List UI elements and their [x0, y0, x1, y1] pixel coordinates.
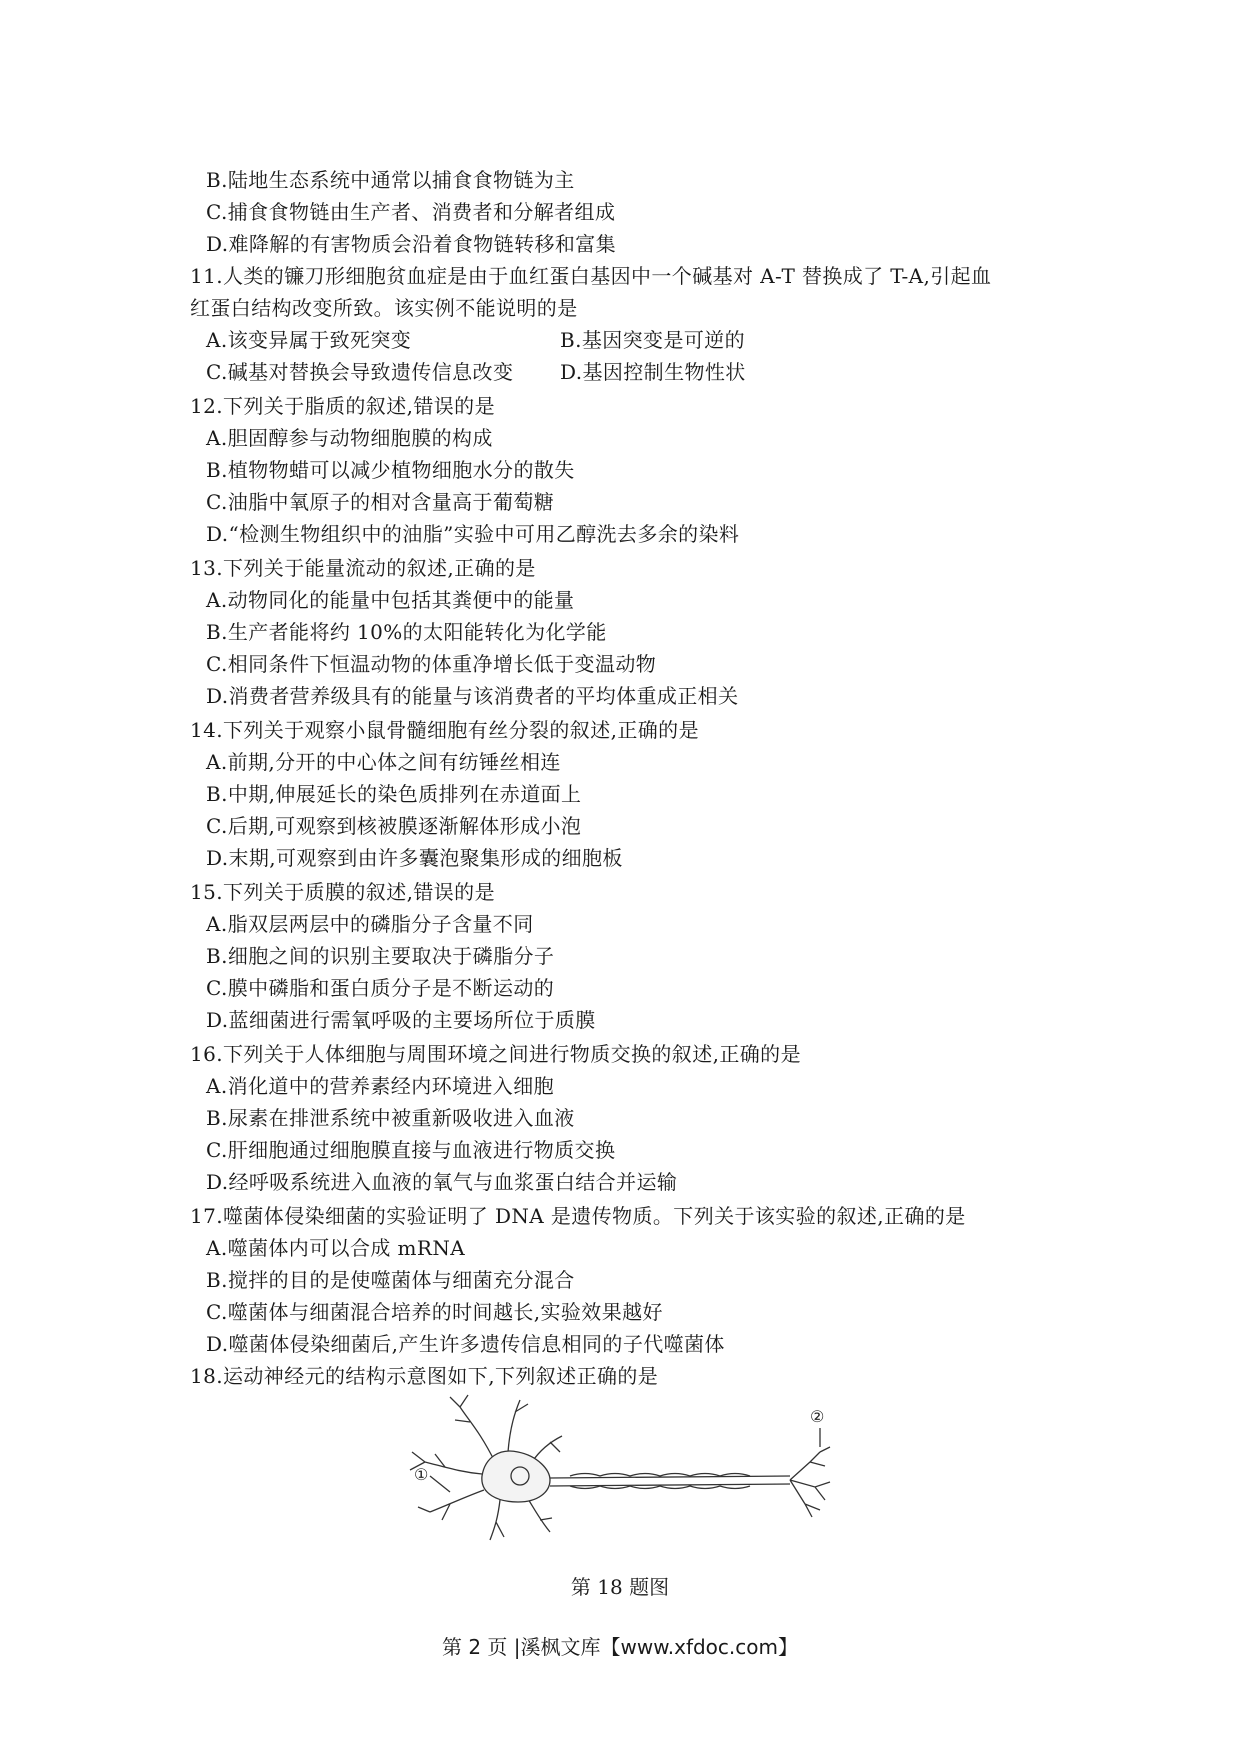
q10-option-b: B.陆地生态系统中通常以捕食食物链为主 — [206, 168, 575, 192]
axon-lower — [550, 1484, 790, 1486]
dendrite — [490, 1500, 504, 1540]
q11-option-b: B.基因突变是可逆的 — [560, 328, 746, 352]
dendrite — [532, 1436, 562, 1462]
axon-upper — [550, 1476, 790, 1478]
q12-option-b: B.植物物蜡可以减少植物细胞水分的散失 — [206, 458, 575, 482]
q10-option-d: D.难降解的有害物质会沿着食物链转移和富集 — [206, 232, 617, 256]
q12-stem: 12.下列关于脂质的叙述,错误的是 — [190, 394, 495, 418]
q14-option-b: B.中期,伸展延长的染色质排列在赤道面上 — [206, 782, 582, 806]
neuron-diagram — [400, 1392, 840, 1542]
q16-stem: 16.下列关于人体细胞与周围环境之间进行物质交换的叙述,正确的是 — [190, 1042, 801, 1066]
label1-leader — [430, 1476, 450, 1492]
q15-stem: 15.下列关于质膜的叙述,错误的是 — [190, 880, 495, 904]
q12-option-c: C.油脂中氧原子的相对含量高于葡萄糖 — [206, 490, 555, 514]
q16-option-d: D.经呼吸系统进入血液的氧气与血浆蛋白结合并运输 — [206, 1170, 678, 1194]
q14-stem: 14.下列关于观察小鼠骨髓细胞有丝分裂的叙述,正确的是 — [190, 718, 699, 742]
figure-caption: 第 18 题图 — [570, 1575, 670, 1599]
q13-option-d: D.消费者营养级具有的能量与该消费者的平均体重成正相关 — [206, 684, 739, 708]
q17-option-d: D.噬菌体侵染细菌后,产生许多遗传信息相同的子代噬菌体 — [206, 1332, 725, 1356]
q16-option-b: B.尿素在排泄系统中被重新吸收进入血液 — [206, 1106, 575, 1130]
label-1: ① — [414, 1465, 429, 1484]
myelin-sheath — [570, 1474, 750, 1489]
q15-option-c: C.膜中磷脂和蛋白质分子是不断运动的 — [206, 976, 555, 1000]
q14-option-a: A.前期,分开的中心体之间有纺锤丝相连 — [206, 750, 561, 774]
q15-option-b: B.细胞之间的识别主要取决于磷脂分子 — [206, 944, 555, 968]
q15-option-a: A.脂双层两层中的磷脂分子含量不同 — [206, 912, 534, 936]
cell-body — [482, 1451, 550, 1502]
q14-option-d: D.末期,可观察到由许多囊泡聚集形成的细胞板 — [206, 846, 623, 870]
q10-option-c: C.捕食食物链由生产者、消费者和分解者组成 — [206, 200, 616, 224]
q14-option-c: C.后期,可观察到核被膜逐渐解体形成小泡 — [206, 814, 582, 838]
q17-option-a: A.噬菌体内可以合成 mRNA — [206, 1236, 466, 1260]
q11-option-a: A.该变异属于致死突变 — [206, 328, 412, 352]
q12-option-a: A.胆固醇参与动物细胞膜的构成 — [206, 426, 493, 450]
q16-option-c: C.肝细胞通过细胞膜直接与血液进行物质交换 — [206, 1138, 616, 1162]
dendrite — [450, 1395, 495, 1462]
dendrite — [418, 1490, 484, 1520]
q11-stem-line1: 11.人类的镰刀形细胞贫血症是由于血红蛋白基因中一个碱基对 A-T 替换成了 T-A,引起血 — [190, 264, 992, 288]
q12-option-d: D.“检测生物组织中的油脂”实验中可用乙醇洗去多余的染料 — [206, 522, 740, 546]
label-2: ② — [810, 1407, 825, 1426]
q17-option-c: C.噬菌体与细菌混合培养的时间越长,实验效果越好 — [206, 1300, 663, 1324]
q13-option-c: C.相同条件下恒温动物的体重净增长低于变温动物 — [206, 652, 657, 676]
q13-option-a: A.动物同化的能量中包括其粪便中的能量 — [206, 588, 575, 612]
page-footer: 第 2 页 |溪枫文库【www.xfdoc.com】 — [441, 1635, 798, 1659]
q17-stem: 17.噬菌体侵染细菌的实验证明了 DNA 是遗传物质。下列关于该实验的叙述,正确的是 — [190, 1204, 966, 1228]
dendrite — [508, 1400, 528, 1452]
q11-option-d: D.基因控制生物性状 — [560, 360, 746, 384]
q18-stem: 18.运动神经元的结构示意图如下,下列叙述正确的是 — [190, 1364, 659, 1388]
q15-option-d: D.蓝细菌进行需氧呼吸的主要场所位于质膜 — [206, 1008, 596, 1032]
q13-stem: 13.下列关于能量流动的叙述,正确的是 — [190, 556, 536, 580]
q13-option-b: B.生产者能将约 10%的太阳能转化为化学能 — [206, 620, 607, 644]
q11-option-c: C.碱基对替换会导致遗传信息改变 — [206, 360, 514, 384]
q16-option-a: A.消化道中的营养素经内环境进入细胞 — [206, 1074, 555, 1098]
axon-terminal — [790, 1447, 830, 1517]
q17-option-b: B.搅拌的目的是使噬菌体与细菌充分混合 — [206, 1268, 575, 1292]
q11-stem-line2: 红蛋白结构改变所致。该实例不能说明的是 — [190, 296, 578, 320]
